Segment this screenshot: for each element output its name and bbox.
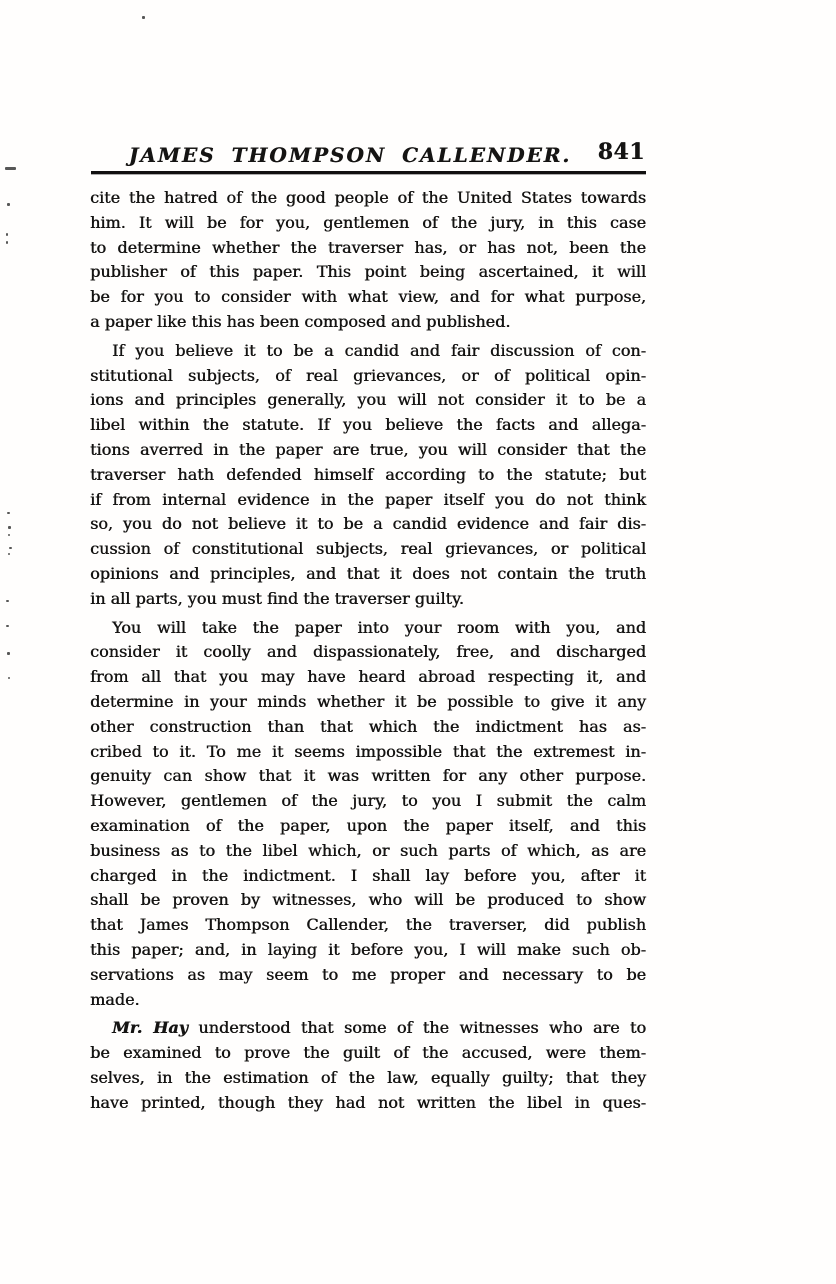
scan-artifact [142,16,145,19]
text-line: be for you to consider with what view, and for what purpose, [90,287,646,307]
scan-artifact [8,534,10,536]
text-line: tions averred in the paper are true, you will consider that the [90,439,646,459]
body-text [90,186,646,1115]
text-line: consider it coolly and dispassionately, free, and discharged [90,642,646,662]
text-line: business as to the libel which, or such parts of which, as are [90,840,646,860]
text-line: stitutional subjects, of real grievances, or of political opin- [90,365,646,385]
text-line: publisher of this paper. This point being ascertained, it will [90,262,646,282]
scan-artifact [5,167,16,170]
scan-artifact [7,203,10,206]
scan-artifact [6,600,9,602]
text-line: genuity can show that it was written for any other purpose. [90,766,646,786]
text-line: determine in your minds whether it be possible to give it any [90,691,646,711]
text-line: a paper like this has been composed and published. [90,311,511,331]
scan-artifact [8,553,10,555]
text-line: If you believe it to be a candid and fair discussion of con- [112,340,646,360]
text-line: to determine whether the traverser has, or has not, been the [90,237,646,257]
paragraph [90,186,646,335]
text-line: Mr. Hay understood that some of the witnesses who are to [112,1018,646,1038]
text-line: if from internal evidence in the paper itself you do not think [90,489,646,509]
scan-artifact [7,652,10,655]
text-line: libel within the statute. If you believe the facts and allega- [90,415,646,435]
scan-artifact [8,677,10,679]
scan-artifact [7,512,10,514]
paragraph [90,1016,646,1115]
paragraph [90,616,646,1013]
text-line: have printed, though they had not written the libel in ques- [90,1092,646,1112]
text-line: cribed to it. To me it seems impossible that the extremest in- [90,741,646,761]
text-line: traverser hath defended himself according to the statute; but [90,464,646,484]
text-line: examination of the paper, upon the paper itself, and this [90,815,646,835]
text-line: him. It will be for you, gentlemen of the jury, in this case [90,212,646,232]
text-line: in all parts, you must find the traverser guilty. [90,588,464,608]
text-line: cussion of constitutional subjects, real grievances, or political [90,539,646,559]
text-line: selves, in the estimation of the law, equally guilty; that they [90,1067,646,1087]
text-line: so, you do not believe it to be a candid evidence and fair dis- [90,514,646,534]
scan-artifact [8,526,11,529]
paragraph [90,339,646,612]
text-line: made. [90,989,140,1009]
text-line: from all that you may have heard abroad respecting it, and [90,667,646,687]
text-line: be examined to prove the guilt of the accused, were them- [90,1043,646,1063]
text-line: ions and principles generally, you will not consider it to be a [90,390,646,410]
text-line: this paper; and, in laying it before you, I will make such ob- [90,939,646,959]
text-line: charged in the indictment. I shall lay before you, after it [90,865,646,885]
scan-artifact [6,625,9,627]
page-number: 841 [597,139,645,165]
scan-artifact [6,233,8,236]
text-line: other construction than that which the indictment has as- [90,716,646,736]
speaker-name: Mr. Hay [112,1018,188,1038]
text-line: You will take the paper into your room with you, and [112,617,646,637]
text-line: opinions and principles, and that it does not contain the truth [90,563,646,583]
running-head-title: JAMES THOMPSON CALLENDER. [128,143,572,167]
text-line: that James Thompson Callender, the traverser, did publish [90,915,646,935]
scan-artifact [9,547,12,549]
text-line: cite the hatred of the good people of the United States towards [90,188,646,207]
text-line: However, gentlemen of the jury, to you I submit the calm [90,791,646,811]
scan-artifact [6,241,8,244]
text-line: servations as may seem to me proper and necessary to be [90,964,646,984]
text-line: shall be proven by witnesses, who will be produced to show [90,890,646,910]
header-rule [91,171,646,174]
